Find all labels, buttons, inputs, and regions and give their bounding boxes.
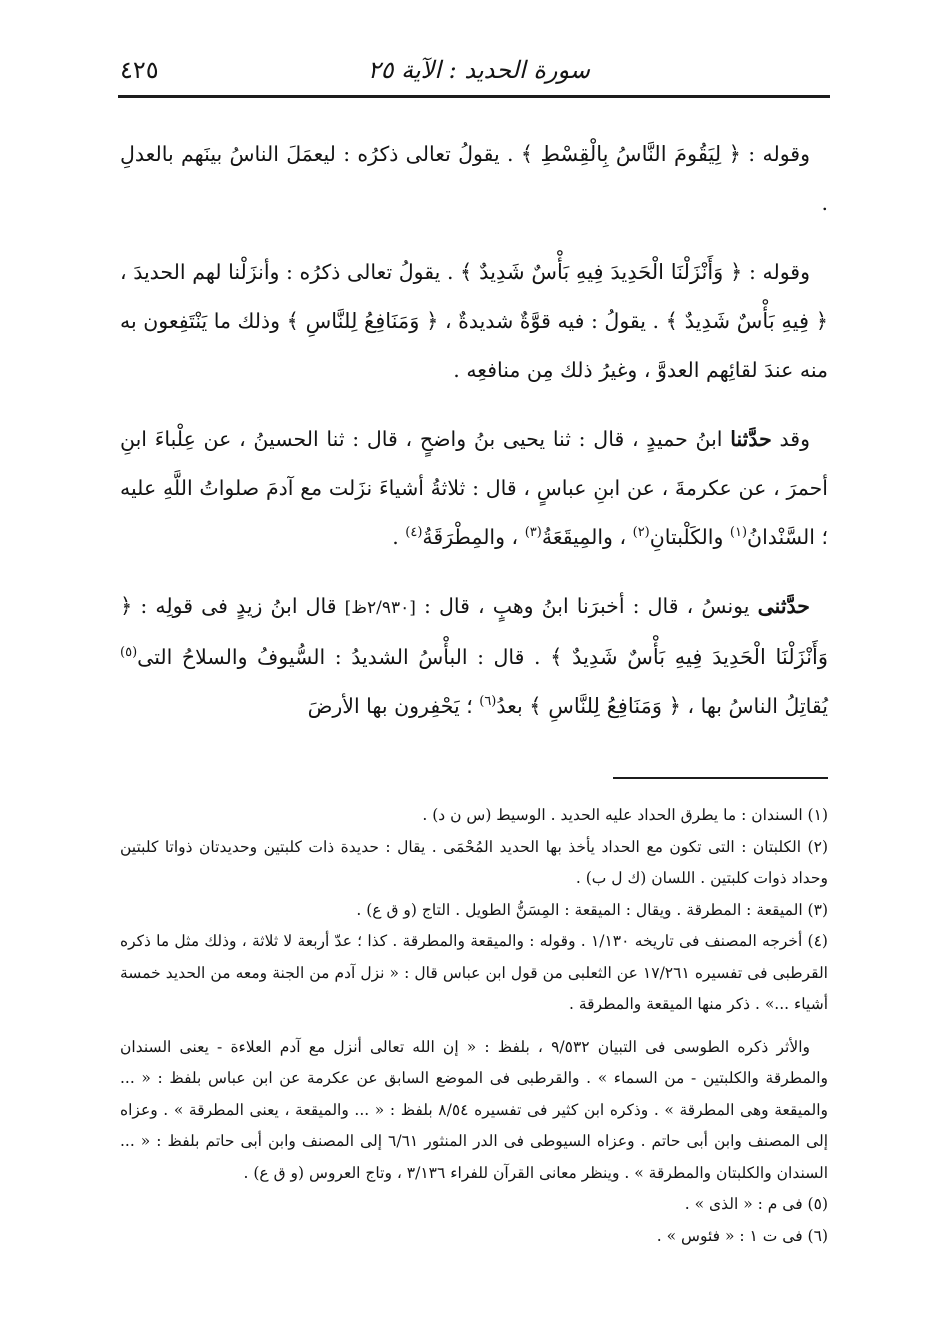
paragraph-4 bbox=[120, 582, 828, 731]
quran-quote: ﴿ وَمَنَافِعُ لِلنَّاسِ ﴾ bbox=[529, 694, 681, 718]
text-run: ، والمِيقَعَةُ bbox=[541, 525, 633, 549]
footnote-4: (٤) أخرجه المصنف فى تاريخه ١/١٣٠ . وقوله : والميقعة والمطرقة . كذا ؛ عدّ أربعة لا ثلاثة ، وذلك مثل ما ذكره القرطبى فى تفسيره ١٧/٢٦١ عن الثعلبى من قول ابن عباس قال : « نزل آدم من الجنة ومعه من الحديد خمسة أشياء ...» . ذكر منها الميقعة والمطرقة . bbox=[120, 932, 828, 1013]
footnote-6: (٦) فى ت ١ : « فئوس » . bbox=[656, 1226, 828, 1245]
text-run: . bbox=[392, 525, 406, 549]
paragraph-2 bbox=[120, 248, 828, 395]
paragraph-3 bbox=[120, 415, 828, 562]
main-text bbox=[120, 130, 828, 751]
text-run: . يقولُ : فيه قوَّةٌ شديدةٌ ، bbox=[438, 309, 666, 333]
text-run: ؛ يَحْفِرون بها الأرضَ bbox=[307, 694, 480, 718]
footnote-ref: (٣) bbox=[524, 525, 542, 541]
text-run: يُقاتِلُ الناسُ بها ، bbox=[680, 694, 828, 718]
quran-quote: ﴿ وَمَنَافِعُ لِلنَّاسِ ﴾ bbox=[286, 309, 439, 333]
text-run: وقوله : bbox=[740, 142, 810, 166]
isnad-keyword: حدَّثنى bbox=[757, 594, 810, 618]
text-run: ، والمِطْرَقَةُ bbox=[422, 525, 525, 549]
footnote-3: (٣) الميقعة : المطرقة . ويقال : الميقعة : المِسَنُّ الطويل . التاج (و ق ع) . bbox=[356, 900, 828, 919]
text-run: . يقولُ تعالى ذكرُه : ليعمَلَ الناسُ بينَهم بالعدلِ . bbox=[120, 142, 828, 215]
footnote-ref: (٤) bbox=[405, 525, 423, 541]
quran-quote: ﴿ فِيهِ بَأْسٌ شَدِيدٌ ﴾ bbox=[665, 309, 829, 333]
paragraph-1 bbox=[120, 130, 828, 228]
text-run: وذلك ما يَنْتَفِعون به منه عندَ لقائِهم العدوَّ ، وغيرُ ذلك مِن منافعِه . bbox=[120, 309, 828, 382]
text-run: بعدُ bbox=[496, 694, 530, 718]
footnote-ref: (١) bbox=[729, 525, 748, 541]
footnote-divider bbox=[613, 777, 828, 779]
quran-quote: ﴿ وَأَنْزَلْنَا الْحَدِيدَ فِيهِ بَأْسٌ شَدِيدٌ ﴾ bbox=[120, 594, 829, 669]
text-run: وقد bbox=[771, 427, 810, 451]
quran-quote: ﴿ وَأَنْزَلْنَا الْحَدِيدَ فِيهِ بَأْسٌ شَدِيدٌ ﴾ bbox=[460, 260, 743, 284]
page-header bbox=[120, 52, 830, 92]
running-title: سورة الحديد : الآية ٢٥ bbox=[367, 56, 590, 84]
text-run: . قال : البأْسُ الشديدُ : السُّيوفُ والسلاحُ التى bbox=[137, 645, 551, 669]
footnote-ref: (٢) bbox=[632, 525, 650, 541]
isnad-keyword: حدَّثنا bbox=[730, 427, 772, 451]
text-run: ابنُ حميدٍ ، قال : ثنا يحيى بنُ واضحٍ ، قال : ثنا الحسينُ ، عن عِلْباءَ ابنِ أحمرَ ، عن عكرمةَ ، عن ابنِ عباسٍ ، قال : ثلاثةُ أشياءَ نزَلت مع آدمَ صلواتُ اللَّهِ عليه ؛ السَّنْدانُ bbox=[120, 427, 828, 549]
footnote-4-continued: والأثر ذكره الطوسى فى التبيان ٩/٥٣٢ ، بلفظ : « إن الله تعالى أنزل مع آدم العلاءة - يعنى السندان والمطرقة والكلبتين - من السماء » . والقرطبى فى الموضع السابق عن عكرمة عن ابن عباس بلفظ : « ... والميقعة وهى المطرقة » . وذكره ابن كثير فى تفسيره ٨/٥٤ بلفظ : « ... والميقعة ، يعنى المطرقة » . وعزاه إلى المصنف وابن أبى حاتم . وعزاه السيوطى فى الدر المنثور ٦/٦١ إلى المصنف وابن أبى حاتم بلفظ : « ... السندان والكلبتان والمطرقة » . وينظر معانى القرآن للفراء ٣/١٣٦ ، وتاج العروس (و ق ع) . bbox=[120, 1037, 828, 1182]
text-run: وقوله : bbox=[742, 260, 810, 284]
text-run: . يقولُ تعالى ذكرُه : وأنزَلْنا لهم الحديدَ ، bbox=[120, 260, 461, 284]
footnote-2: (٢) الكلبتان : التى تكون مع الحداد يأخذ بها الحديد المُحْمَى . يقال : حديدة ذات كلبتين وحديدتان ذواتا كلبتين وحداد ذوات كلبتين . اللسان (ك ل ب) . bbox=[120, 837, 828, 887]
footnotes bbox=[120, 800, 828, 1252]
footnote-1: (١) السندان : ما يطرق الحداد عليه الحديد . الوسيط (س ن د) . bbox=[422, 806, 828, 824]
page-number: ٤٢٥ bbox=[120, 56, 159, 84]
footnote-ref: (٦) bbox=[479, 694, 497, 710]
text-run: والكَلْبتانِ bbox=[649, 525, 730, 549]
text-run: يونسُ ، قال : أخبرَنا ابنُ وهبٍ ، قال : bbox=[415, 594, 758, 618]
footnote-ref: (٥) bbox=[120, 645, 138, 661]
header-divider bbox=[118, 95, 830, 98]
manuscript-folio-ref: [٢/٩٣٠ظ] bbox=[344, 598, 416, 618]
quran-quote: ﴿ لِيَقُومَ النَّاسُ بِالْقِسْطِ ﴾ bbox=[520, 142, 741, 166]
text-run: قال ابنُ زيدٍ فى قولِه : bbox=[132, 594, 345, 618]
footnote-5: (٥) فى م : « الذى » . bbox=[684, 1195, 828, 1213]
